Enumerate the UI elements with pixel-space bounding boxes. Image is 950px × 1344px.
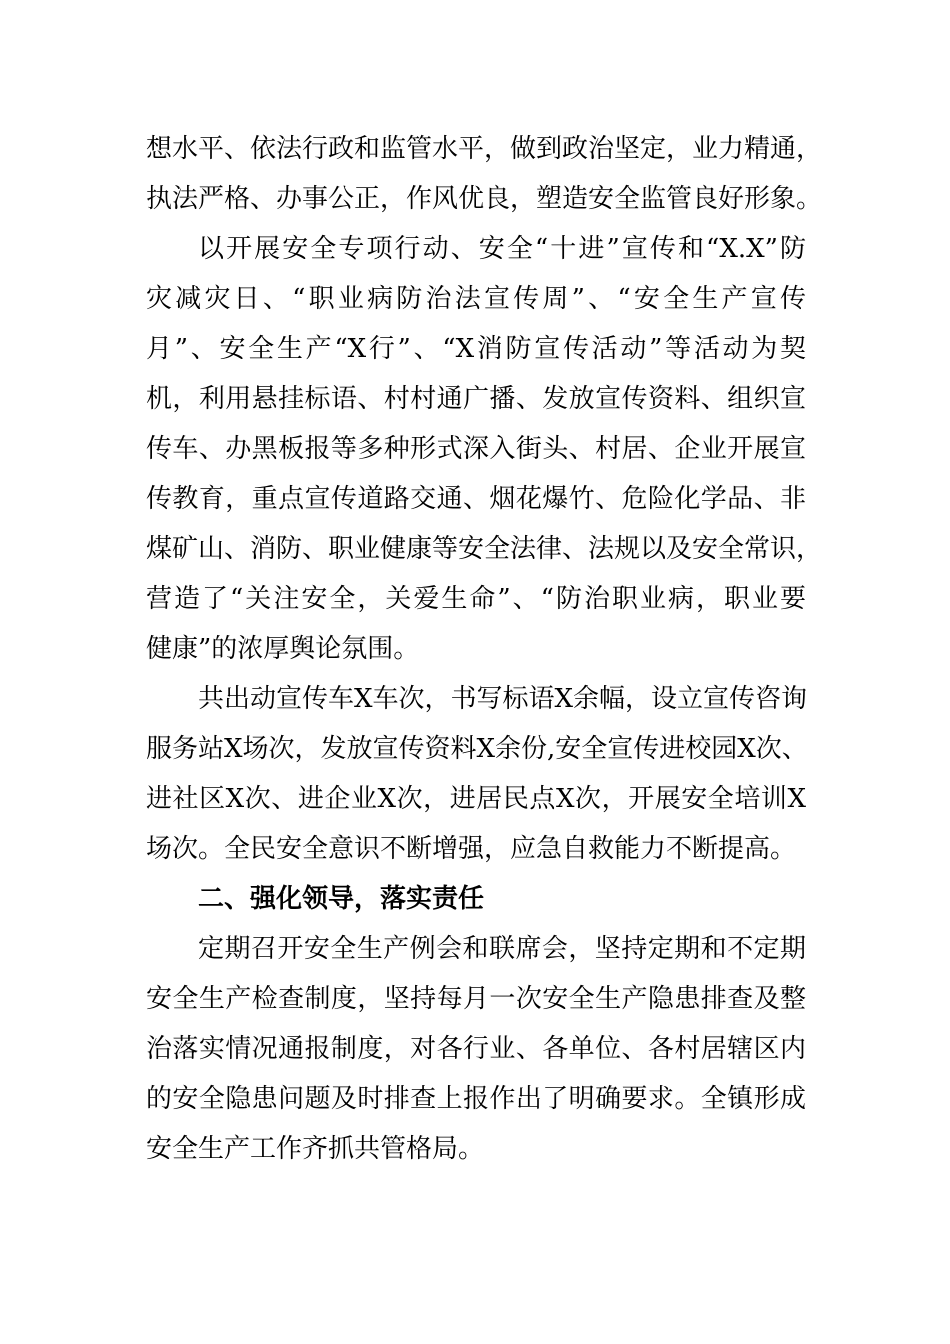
paragraph-2	[146, 224, 823, 674]
text-line: 以开展安全专项行动、安全“十进”宣传和“X.X”防	[198, 234, 806, 264]
text-line: 场次。全民安全意识不断增强，应急自救能力不断提高。	[146, 834, 797, 864]
text-line: 健康”的浓厚舆论氛围。	[146, 634, 420, 664]
section-heading	[146, 874, 806, 924]
text-line: 进社区X次、进企业X次，进居民点X次，开展安全培训X	[146, 784, 806, 814]
text-line: 机，利用悬挂标语、村村通广播、发放宣传资料、组织宣	[146, 384, 806, 414]
text-line: 月”、安全生产“X行”、“X消防宣传活动”等活动为契	[146, 334, 806, 364]
text-line: 传教育，重点宣传道路交通、烟花爆竹、危险化学品、非	[146, 484, 806, 514]
paragraph-4	[146, 924, 806, 1174]
text-line: 的安全隐患问题及时排查上报作出了明确要求。全镇形成	[146, 1084, 806, 1114]
text-line: 想水平、依法行政和监管水平，做到政治坚定，业力精通，	[146, 134, 823, 164]
section-heading-text: 二、强化领导，落实责任	[198, 884, 485, 914]
text-line: 服务站X场次，发放宣传资料X余份,安全宣传进校园X次、	[146, 734, 808, 764]
document-page	[146, 124, 823, 1174]
text-line: 共出动宣传车X车次，书写标语X余幅，设立宣传咨询	[198, 684, 808, 714]
text-line: 传车、办黑板报等多种形式深入街头、村居、企业开展宣	[146, 434, 806, 464]
text-line: 执法严格、办事公正，作风优良，塑造安全监管良好形象。	[146, 184, 823, 214]
paragraph-3	[146, 674, 806, 874]
paragraph-1	[146, 124, 823, 224]
text-line: 治落实情况通报制度，对各行业、各单位、各村居辖区内	[146, 1034, 806, 1064]
text-line: 安全生产工作齐抓共管格局。	[146, 1134, 485, 1164]
text-line: 定期召开安全生产例会和联席会，坚持定期和不定期	[198, 934, 806, 964]
text-line: 营造了“关注安全，关爱生命”、“防治职业病，职业要	[146, 584, 806, 614]
text-line: 灾减灾日、“职业病防治法宣传周”、“安全生产宣传	[146, 284, 806, 314]
text-line: 煤矿山、消防、职业健康等安全法律、法规以及安全常识，	[146, 534, 823, 564]
text-line: 安全生产检查制度，坚持每月一次安全生产隐患排查及整	[146, 984, 806, 1014]
